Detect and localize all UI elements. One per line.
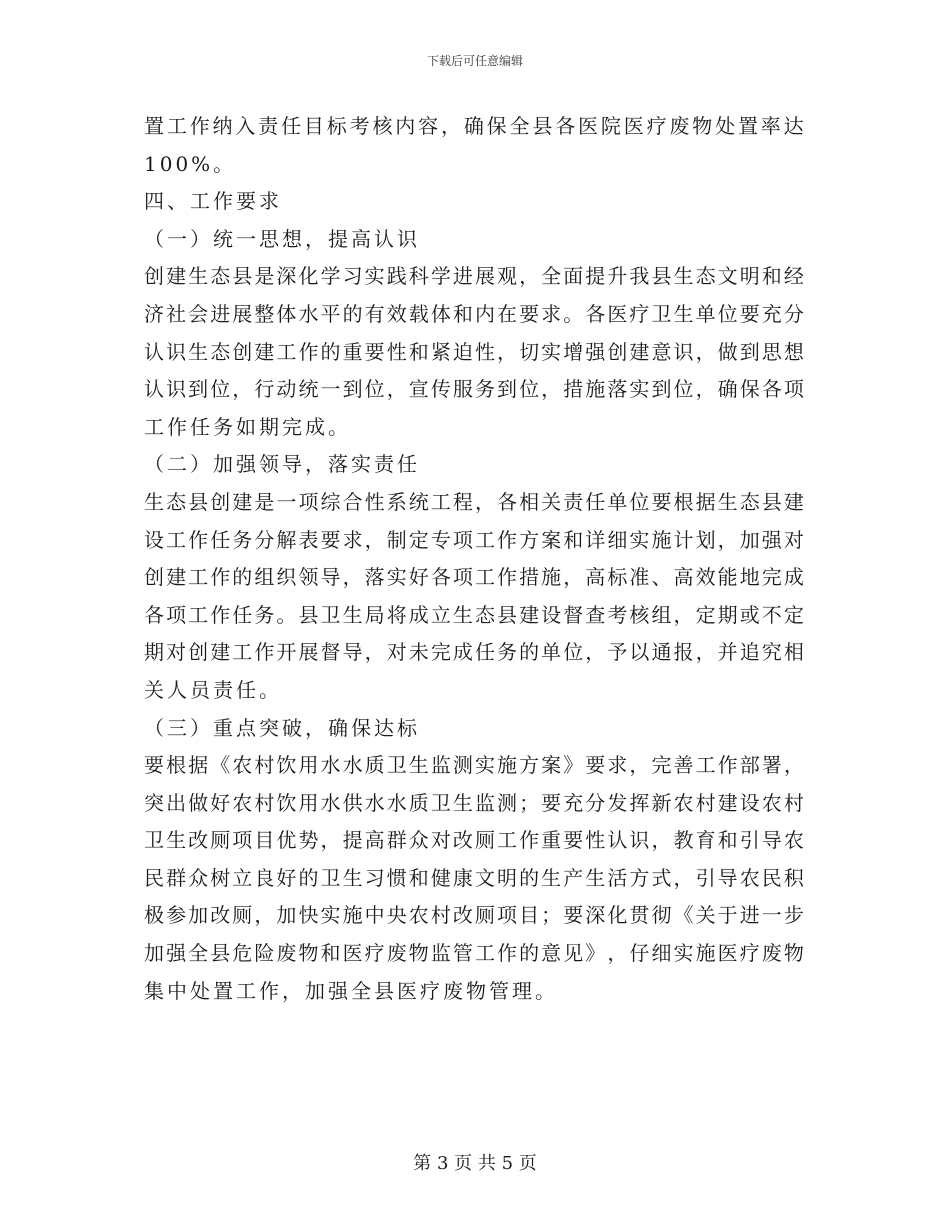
body-line: 卫 生 改 厕 项 目 优 势 ， 提 高 群 众 对 改 厕 工 作 重 要 性 认 识 ， 教 育 和 引 导 农 bbox=[144, 828, 804, 853]
body-line: （二）加强领导，落实责任 bbox=[144, 452, 420, 477]
body-line: 置 工 作 纳 入 责 任 目 标 考 核 内 容 ， 确 保 全 县 各 医 院 医 疗 废 物 处 置 率 达 bbox=[144, 114, 804, 138]
body-line: 设 工 作 任 务 分 解 表 要 求 ， 制 定 专 项 工 作 方 案 和 详 细 实 施 计 划 ， 加 强 对 bbox=[144, 527, 804, 552]
body-line: 100%。 bbox=[144, 151, 237, 176]
body-line: 民 群 众 树 立 良 好 的 卫 生 习 惯 和 健 康 文 明 的 生 产 生 活 方 式 ， 引 导 农 民 积 bbox=[144, 865, 804, 890]
body-line: 突 出 做 好 农 村 饮 用 水 供 水 水 质 卫 生 监 测 ； 要 充 分 发 挥 新 农 村 建 设 农 村 bbox=[144, 790, 804, 815]
body-line: 认 识 生 态 创 建 工 作 的 重 要 性 和 紧 迫 性 ， 切 实 增 强 创 建 意 识 ， 做 到 思 想 bbox=[144, 339, 804, 364]
body-line: 要 根 据 《 农 村 饮 用 水 水 质 卫 生 监 测 实 施 方 案 》 要 求 ， 完 善 工 作 部 署 ， bbox=[144, 753, 804, 778]
body-line: 创 建 生 态 县 是 深 化 学 习 实 践 科 学 进 展 观 ， 全 面 提 升 我 县 生 态 文 明 和 经 bbox=[144, 264, 804, 289]
body-line: 创 建 工 作 的 组 织 领 导 ， 落 实 好 各 项 工 作 措 施 ， 高 标 准 、 高 效 能 地 完 成 bbox=[144, 565, 804, 590]
body-line: 工作任务如期完成。 bbox=[144, 414, 351, 439]
document-body bbox=[144, 108, 804, 1010]
body-line: （三）重点突破，确保达标 bbox=[144, 715, 420, 740]
body-line: 各 项 工 作 任 务 。 县 卫 生 局 将 成 立 生 态 县 建 设 督 查 考 核 组 ， 定 期 或 不 定 bbox=[144, 602, 804, 627]
body-line: 生 态 县 创 建 是 一 项 综 合 性 系 统 工 程 ， 各 相 关 责 任 单 位 要 根 据 生 态 县 建 bbox=[144, 489, 804, 514]
page-footer-pagination: 第 3 页 共 5 页 bbox=[413, 1153, 537, 1174]
page-header-note: 下载后可任意编辑 bbox=[426, 54, 523, 68]
body-line: 认 识 到 位 ， 行 动 统 一 到 位 ， 宣 传 服 务 到 位 ， 措 施 落 实 到 位 ， 确 保 各 项 bbox=[144, 377, 804, 402]
body-line: 期 对 创 建 工 作 开 展 督 导 ， 对 未 完 成 任 务 的 单 位 ， 予 以 通 报 ， 并 追 究 相 bbox=[144, 640, 804, 665]
body-line: （一）统一思想，提高认识 bbox=[144, 226, 420, 251]
body-line: 四、工作要求 bbox=[144, 189, 282, 214]
body-line: 济 社 会 进 展 整 体 水 平 的 有 效 载 体 和 内 在 要 求 。 各 医 疗 卫 生 单 位 要 充 分 bbox=[144, 301, 804, 326]
body-line: 集中处置工作，加强全县医疗废物管理。 bbox=[144, 978, 558, 1003]
body-line: 关人员责任。 bbox=[144, 677, 282, 702]
body-line: 极 参 加 改 厕 ， 加 快 实 施 中 央 农 村 改 厕 项 目 ； 要 深 化 贯 彻 《 关 于 进 一 步 bbox=[144, 903, 804, 928]
body-line: 加 强 全 县 危 险 废 物 和 医 疗 废 物 监 管 工 作 的 意 见 》 ， 仔 细 实 施 医 疗 废 物 bbox=[144, 941, 804, 966]
